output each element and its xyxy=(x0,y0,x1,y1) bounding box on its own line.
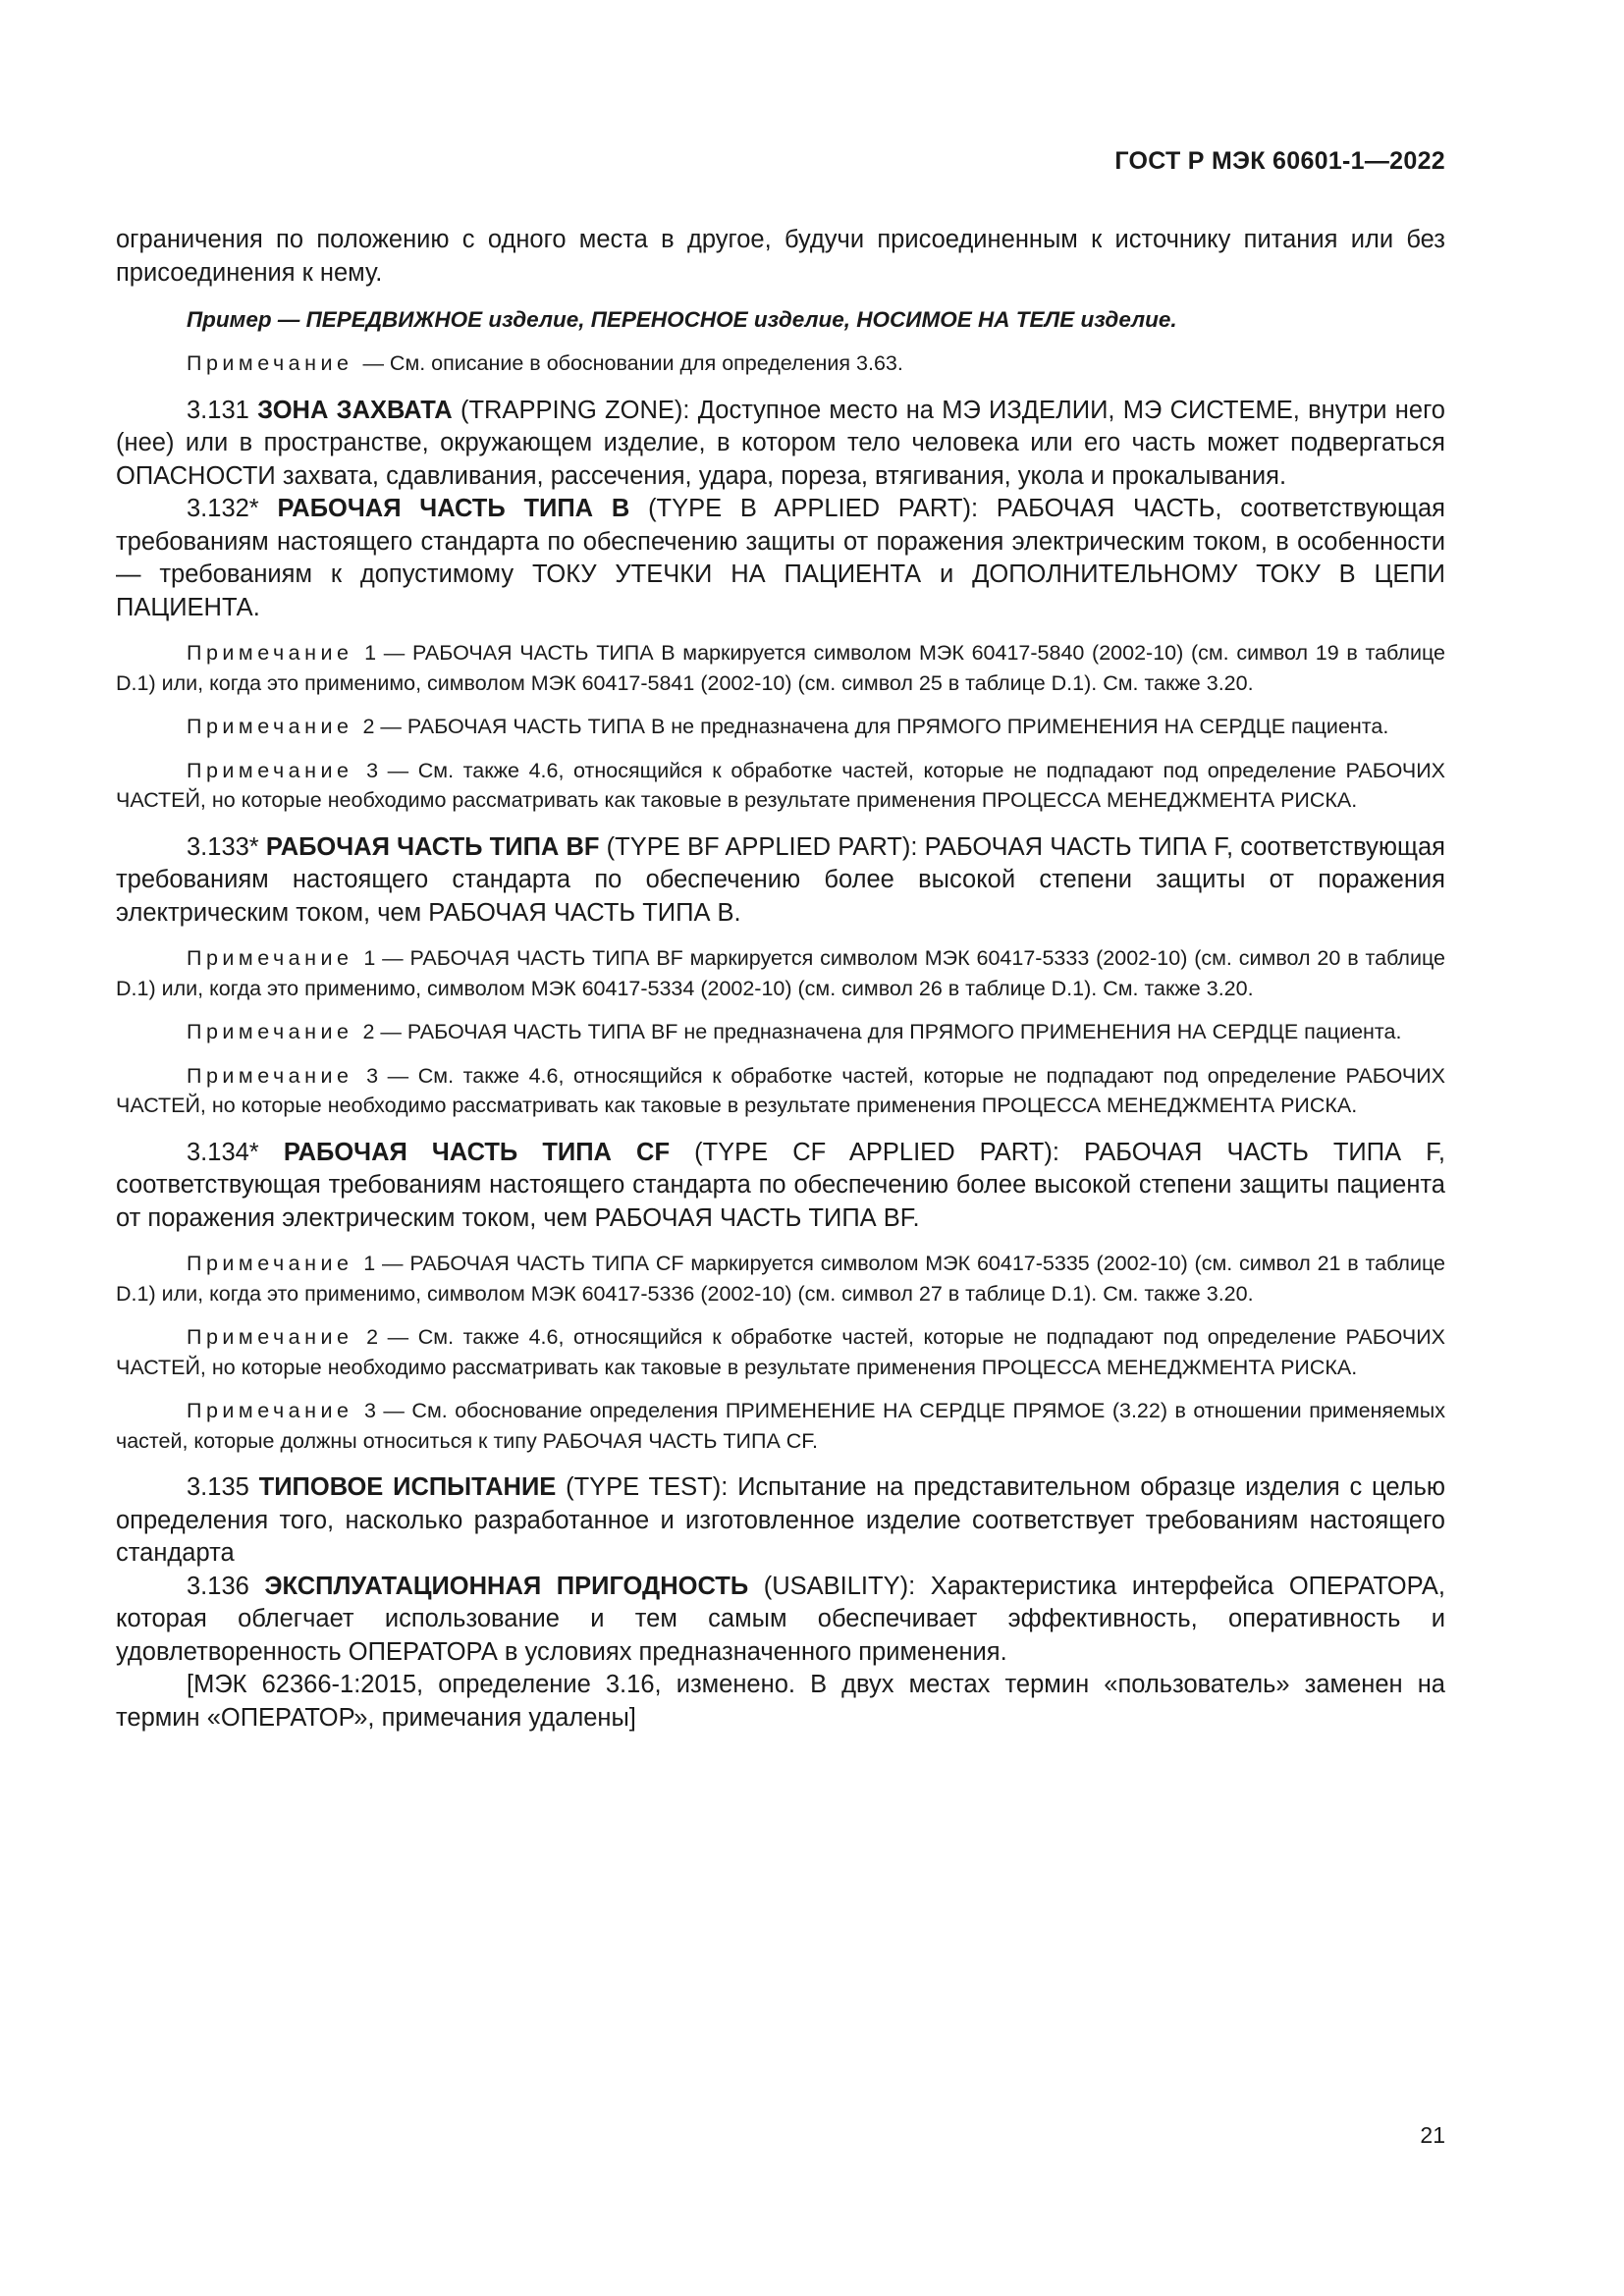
example-paragraph: Пример — ПЕРЕДВИЖНОЕ изделие, ПЕРЕНОСНОЕ изделие, НОСИМОЕ НА ТЕЛЕ изделие. xyxy=(187,307,1177,332)
note-paragraph xyxy=(116,1061,1445,1121)
definition-3-131 xyxy=(116,395,1445,494)
note-paragraph xyxy=(116,638,1445,698)
note-label: Примечание xyxy=(187,1325,353,1349)
note-label: Примечание xyxy=(187,715,353,738)
definition-term: ЗОНА ЗАХВАТА xyxy=(257,396,453,424)
definition-number: 3.135 xyxy=(187,1473,259,1501)
note-paragraph xyxy=(116,1396,1445,1456)
definition-number: 3.136 xyxy=(187,1572,265,1600)
note-label: Примечание xyxy=(187,1063,353,1088)
note-text: 2 — РАБОЧАЯ ЧАСТЬ ТИПА В не предназначена для ПРЯМОГО ПРИМЕНЕНИЯ НА СЕРДЦЕ пациента. xyxy=(362,715,1389,738)
note-text: 3 — См. также 4.6, относящийся к обработке частей, которые не подпадают под определение РАБОЧИХ ЧАСТЕЙ, но которые необходимо рассматривать как таковые в результате применения ПРОЦЕССА МЕНЕДЖМЕНТА РИСКА. xyxy=(116,758,1445,812)
definition-number: 3.133* xyxy=(187,832,266,861)
note-text: 3 — См. также 4.6, относящийся к обработке частей, которые не подпадают под определение РАБОЧИХ ЧАСТЕЙ, но которые необходимо рассматривать как таковые в результате применения ПРОЦЕССА МЕНЕДЖМЕНТА РИСКА. xyxy=(116,1063,1445,1117)
note-text: 3 — См. обоснование определения ПРИМЕНЕНИЕ НА СЕРДЦЕ ПРЯМОЕ (3.22) в отношении применяемых частей, которые должны относиться к типу РАБОЧАЯ ЧАСТЬ ТИПА CF. xyxy=(116,1399,1445,1453)
page-content xyxy=(116,224,1445,1735)
definition-term: РАБОЧАЯ ЧАСТЬ ТИПА В xyxy=(277,495,630,522)
definition-source: [МЭК 62366-1:2015, определение 3.16, изменено. В двух местах термин «пользователь» заменен на термин «ОПЕРАТОР», примечания удалены] xyxy=(116,1671,1445,1732)
note-paragraph xyxy=(116,1017,1445,1047)
definition-text: (TYPE BF APPLIED PART): РАБОЧАЯ ЧАСТЬ ТИПА F, соответствующая требованиям настоящего стандарта по обеспечению более высокой степени защиты от поражения электрическим током, чем РАБОЧАЯ ЧАСТЬ ТИПА В. xyxy=(116,832,1445,927)
definition-term: ЭКСПЛУАТАЦИОННАЯ ПРИГОДНОСТЬ xyxy=(264,1572,749,1600)
definition-text: (TYPE TEST): Испытание на представительном образце изделия с целью определения того, насколько разработанное и изготовленное изделие соответствует требованиям настоящего стандарта xyxy=(116,1473,1445,1567)
definition-number: 3.134* xyxy=(187,1138,284,1166)
note-text: 2 — См. также 4.6, относящийся к обработке частей, которые не подпадают под определение РАБОЧИХ ЧАСТЕЙ, но которые необходимо рассматривать как таковые в результате применения ПРОЦЕССА МЕНЕДЖМЕНТА РИСКА. xyxy=(116,1325,1445,1379)
definition-text: (TYPE CF APPLIED PART): РАБОЧАЯ ЧАСТЬ ТИПА F, соответствующая требованиям настоящего стандарта по обеспечению более высокой степени защиты пациента от поражения электрическим током, чем РАБОЧАЯ ЧАСТЬ ТИПА BF. xyxy=(116,1138,1445,1232)
definition-term: ТИПОВОЕ ИСПЫТАНИЕ xyxy=(258,1473,557,1501)
intro-paragraph: ограничения по положению с одного места в другое, будучи присоединенным к источнику питания или без присоединения к нему. xyxy=(116,226,1445,287)
note-label: Примечание xyxy=(187,1020,353,1043)
note-label: Примечание xyxy=(187,351,353,375)
note-label: Примечание xyxy=(187,1252,353,1275)
note-label: Примечание xyxy=(187,641,353,665)
standard-code-header: ГОСТ Р МЭК 60601-1—2022 xyxy=(1114,147,1445,175)
note-label: Примечание xyxy=(187,1399,353,1422)
definition-text: (TYPE B APPLIED PART): РАБОЧАЯ ЧАСТЬ, соответствующая требованиям настоящего стандарта по обеспечению защиты от поражения электрическим током, в особенности — требованиям к допустимому ТОКУ УТЕЧКИ НА ПАЦИЕНТА и ДОПОЛНИТЕЛЬНОМУ ТОКУ В ЦЕПИ ПАЦИЕНТА. xyxy=(116,495,1445,621)
definition-3-135 xyxy=(116,1471,1445,1571)
page-number: 21 xyxy=(1420,2122,1445,2148)
note-text: — См. описание в обосновании для определения 3.63. xyxy=(362,351,903,375)
note-paragraph xyxy=(116,348,1445,379)
definition-3-134 xyxy=(116,1137,1445,1236)
note-text: 2 — РАБОЧАЯ ЧАСТЬ ТИПА BF не предназначена для ПРЯМОГО ПРИМЕНЕНИЯ НА СЕРДЦЕ пациента. xyxy=(362,1020,1402,1043)
definition-number: 3.132* xyxy=(187,495,278,522)
definition-3-132 xyxy=(116,493,1445,624)
definition-text: (USABILITY): Характеристика интерфейса ОПЕРАТОРА, которая облегчает использование и тем самым обеспечивает эффективность, оперативность и удовлетворенность ОПЕРАТОРА в условиях предназначенного применения. xyxy=(116,1572,1445,1666)
note-paragraph xyxy=(116,943,1445,1003)
note-paragraph xyxy=(116,1249,1445,1308)
definition-3-136 xyxy=(116,1571,1445,1670)
definition-3-133 xyxy=(116,831,1445,931)
note-text: 1 — РАБОЧАЯ ЧАСТЬ ТИПА В маркируется символом МЭК 60417-5840 (2002-10) (см. символ 19 в таблице D.1) или, когда это применимо, символом МЭК 60417-5841 (2002-10) (см. символ 25 в таблице D.1). См. также 3.20. xyxy=(116,641,1445,695)
note-paragraph xyxy=(116,712,1445,742)
definition-number: 3.131 xyxy=(187,396,258,424)
note-paragraph xyxy=(116,1322,1445,1382)
definition-term: РАБОЧАЯ ЧАСТЬ ТИПА CF xyxy=(283,1138,671,1166)
note-label: Примечание xyxy=(187,946,353,970)
note-paragraph xyxy=(116,756,1445,816)
definition-term: РАБОЧАЯ ЧАСТЬ ТИПА BF xyxy=(265,832,600,861)
note-text: 1 — РАБОЧАЯ ЧАСТЬ ТИПА BF маркируется символом МЭК 60417-5333 (2002-10) (см. символ 20 в таблице D.1) или, когда это применимо, символом МЭК 60417-5334 (2002-10) (см. символ 26 в таблице D.1). См. также 3.20. xyxy=(116,946,1445,1000)
note-label: Примечание xyxy=(187,758,353,782)
definition-text: (TRAPPING ZONE): Доступное место на МЭ ИЗДЕЛИИ, МЭ СИСТЕМЕ, внутри него (нее) или в пространстве, окружающем изделие, в котором тело человека или его часть может подвергаться ОПАСНОСТИ захвата, сдавливания, рассечения, удара, пореза, втягивания, укола и прокалывания. xyxy=(116,396,1445,490)
note-text: 1 — РАБОЧАЯ ЧАСТЬ ТИПА CF маркируется символом МЭК 60417-5335 (2002-10) (см. символ 21 в таблице D.1) или, когда это применимо, символом МЭК 60417-5336 (2002-10) (см. символ 27 в таблице D.1). См. также 3.20. xyxy=(116,1252,1445,1306)
